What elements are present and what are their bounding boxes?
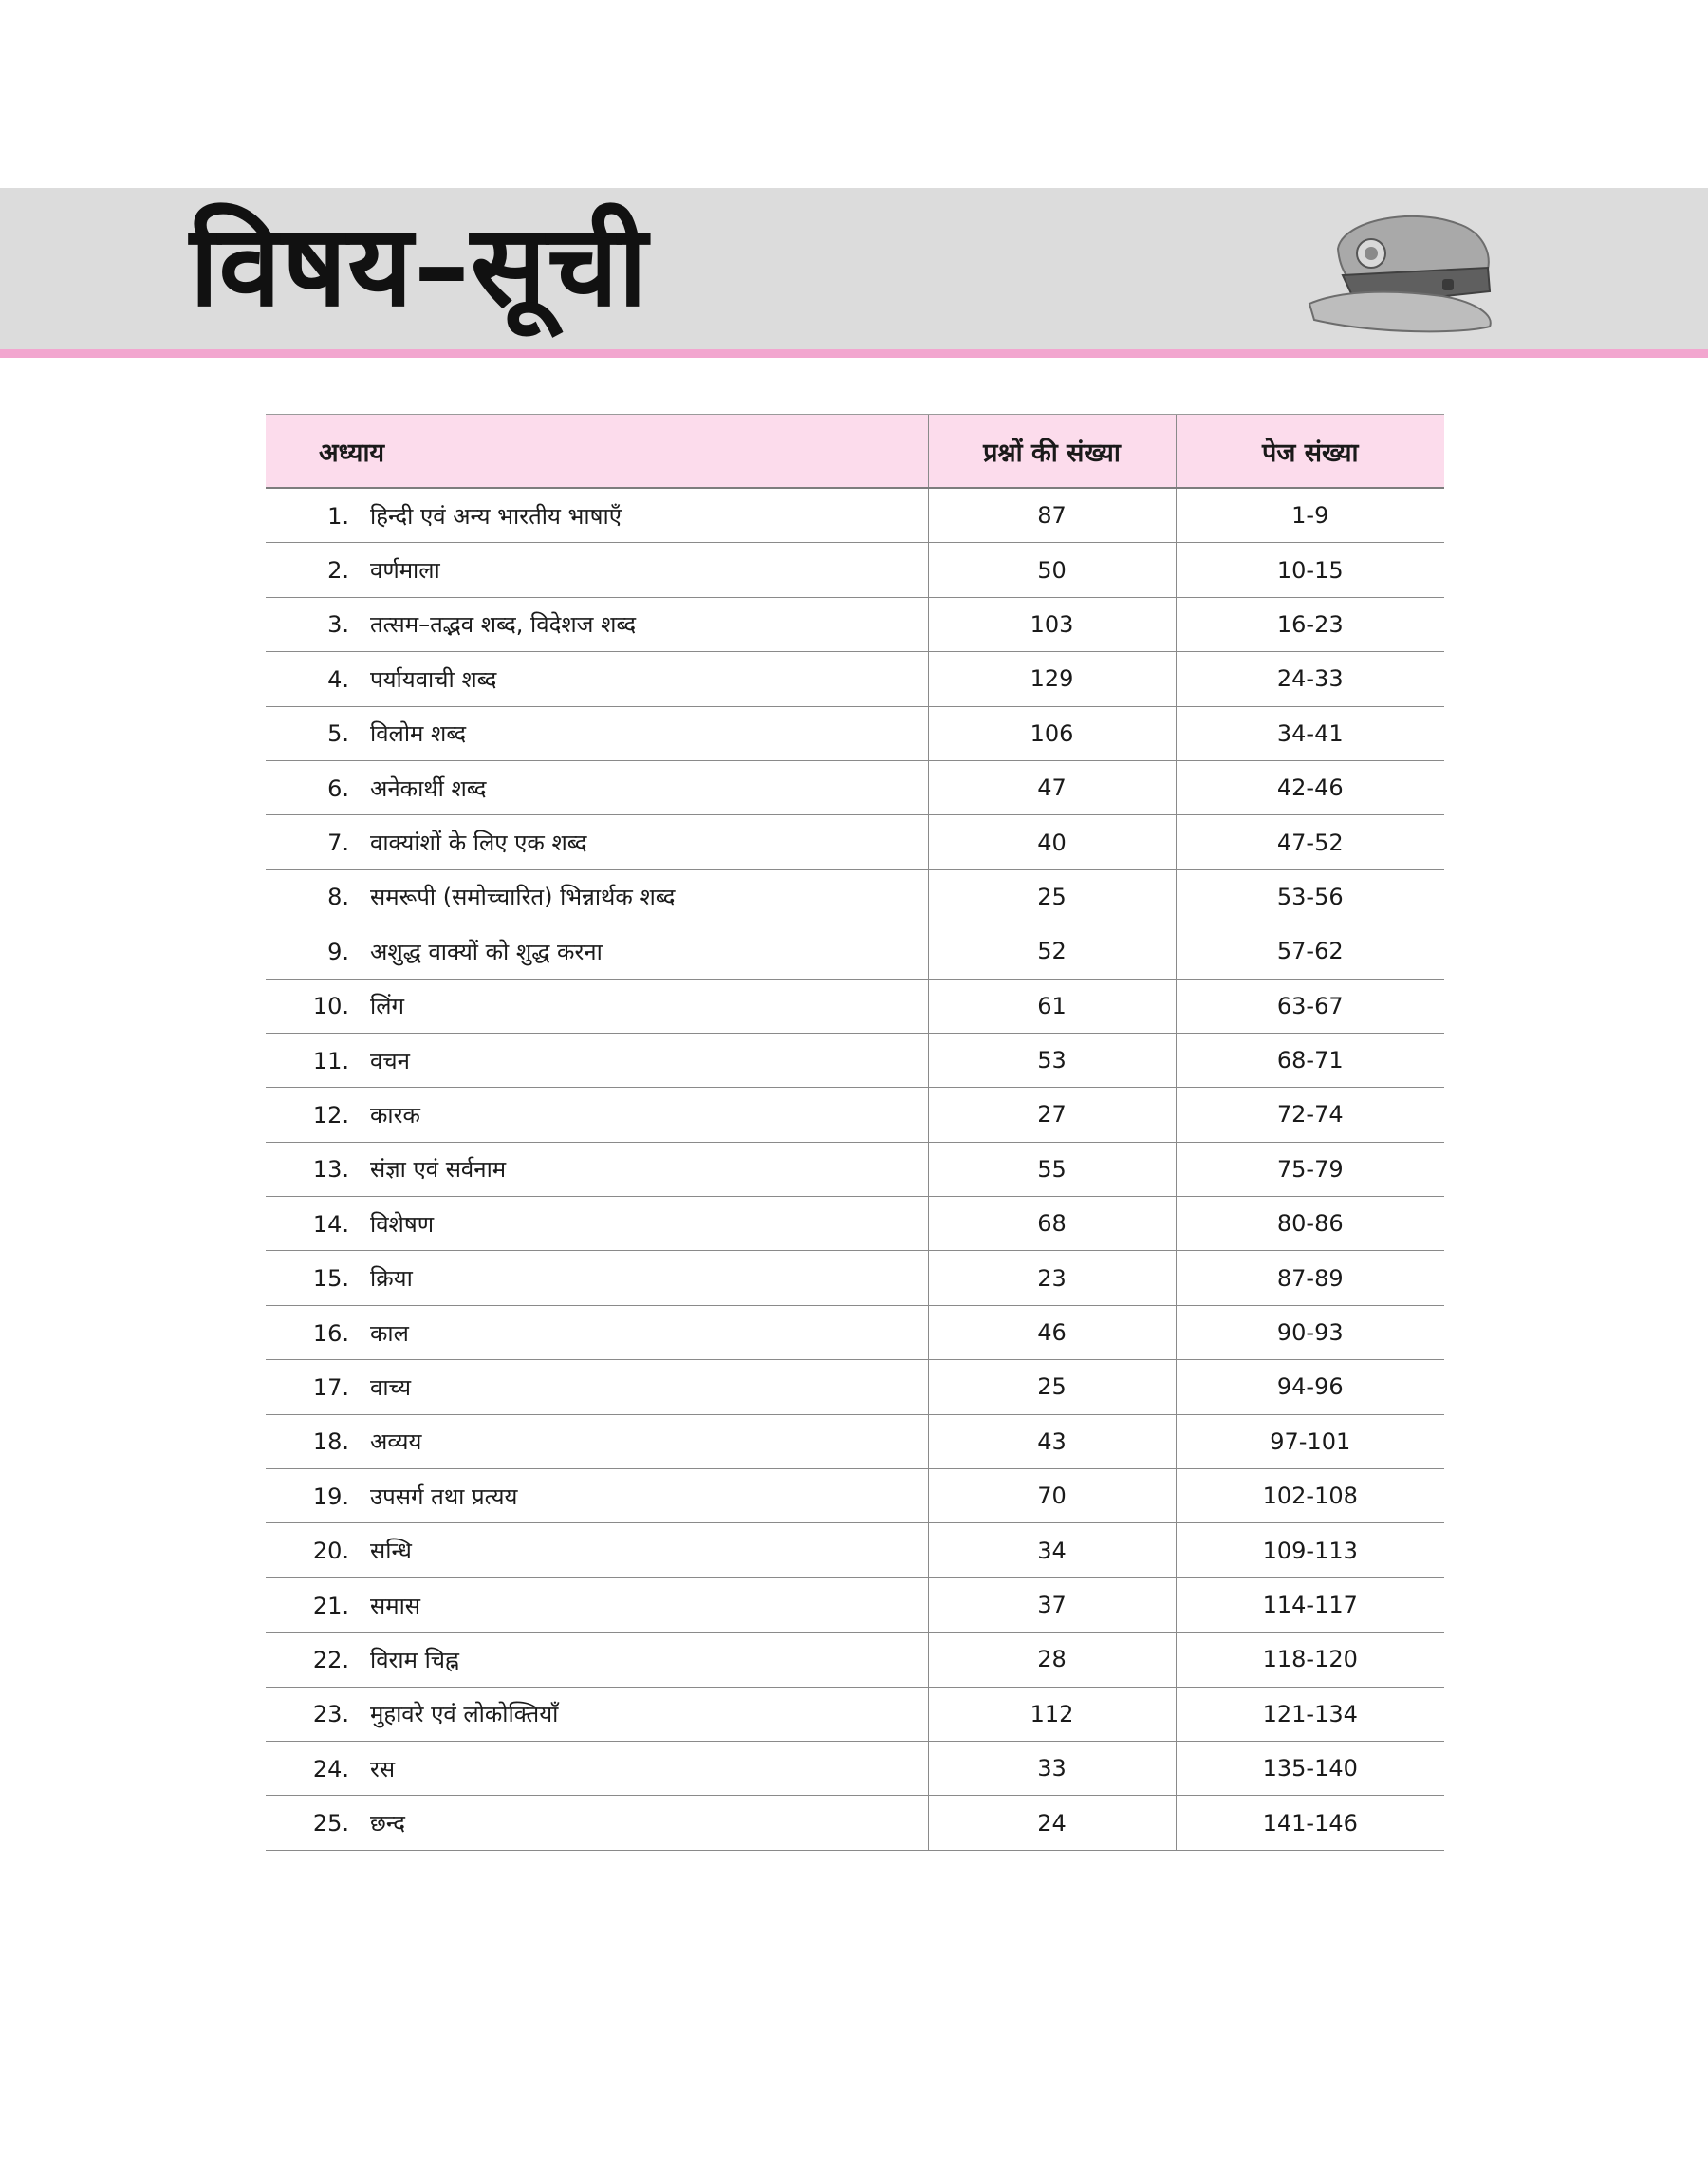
question-count: 28 [928,1633,1176,1687]
table-row [266,1088,1444,1142]
page-range: 34-41 [1176,706,1444,760]
table-row [266,760,1444,814]
chapter-cell [266,1741,928,1795]
chapter-cell [266,924,928,979]
chapter-title: विराम चिह्न [370,1646,459,1673]
chapter-cell [266,706,928,760]
chapter-title: छन्द [370,1810,405,1838]
chapter-cell [266,1142,928,1196]
table-row [266,1414,1444,1468]
header-chapter: अध्याय [266,415,928,489]
table-row [266,924,1444,979]
page-range: 68-71 [1176,1033,1444,1087]
chapter-number: 25. [312,1810,349,1838]
page-range: 10-15 [1176,543,1444,597]
question-count: 68 [928,1197,1176,1251]
page-range: 72-74 [1176,1088,1444,1142]
page-range: 135-140 [1176,1741,1444,1795]
chapter-number: 8. [327,884,349,911]
chapter-cell [266,979,928,1033]
table-row [266,1796,1444,1850]
chapter-number: 3. [327,611,349,639]
table-row [266,1142,1444,1196]
table-row [266,815,1444,869]
chapter-number: 9. [327,938,349,965]
question-count: 34 [928,1523,1176,1577]
question-count: 70 [928,1469,1176,1523]
page-range: 94-96 [1176,1360,1444,1414]
chapter-title: समास [370,1592,421,1619]
chapter-cell [266,760,928,814]
chapter-cell [266,1197,928,1251]
table-row [266,1469,1444,1523]
page-range: 42-46 [1176,760,1444,814]
chapter-title: तत्सम–तद्भव शब्द, विदेशज शब्द [370,611,637,639]
chapter-title: समरूपी (समोच्चारित) भिन्नार्थक शब्द [370,884,676,911]
chapter-title: मुहावरे एवं लोकोक्तियाँ [370,1701,559,1728]
page-range: 141-146 [1176,1796,1444,1850]
chapter-title: क्रिया [370,1265,413,1293]
chapter-cell [266,815,928,869]
table-row [266,1741,1444,1795]
page-range: 80-86 [1176,1197,1444,1251]
chapter-cell [266,1251,928,1305]
chapter-title: रस [370,1755,396,1782]
table-row [266,543,1444,597]
question-count: 37 [928,1577,1176,1632]
chapter-number: 24. [312,1755,349,1782]
police-cap-icon [1300,201,1528,344]
question-count: 33 [928,1741,1176,1795]
page-range: 121-134 [1176,1687,1444,1741]
chapter-title: वचन [370,1047,410,1074]
chapter-cell [266,1088,928,1142]
page-range: 114-117 [1176,1577,1444,1632]
chapter-number: 13. [312,1156,349,1184]
chapter-title: विलोम शब्द [370,720,467,748]
page-range: 53-56 [1176,869,1444,924]
question-count: 52 [928,924,1176,979]
table-row [266,1577,1444,1632]
question-count: 24 [928,1796,1176,1850]
header-page-number: पेज संख्या [1176,415,1444,489]
chapter-number: 1. [327,502,349,530]
chapter-title: काल [370,1319,409,1347]
question-count: 25 [928,1360,1176,1414]
table-row [266,979,1444,1033]
page-range: 47-52 [1176,815,1444,869]
page-range: 75-79 [1176,1142,1444,1196]
question-count: 103 [928,597,1176,651]
chapter-cell [266,1360,928,1414]
chapter-title: अनेकार्थी शब्द [370,774,487,802]
question-count: 50 [928,543,1176,597]
chapter-cell [266,1033,928,1087]
chapter-number: 11. [312,1047,349,1074]
chapter-cell [266,597,928,651]
chapter-number: 23. [312,1701,349,1728]
page-range: 24-33 [1176,652,1444,706]
chapter-cell [266,1796,928,1850]
page-range: 90-93 [1176,1305,1444,1359]
question-count: 53 [928,1033,1176,1087]
chapter-number: 21. [312,1592,349,1619]
question-count: 47 [928,760,1176,814]
page-range: 102-108 [1176,1469,1444,1523]
page-range: 97-101 [1176,1414,1444,1468]
chapter-title: वर्णमाला [370,557,440,585]
chapter-cell [266,652,928,706]
question-count: 112 [928,1687,1176,1741]
question-count: 27 [928,1088,1176,1142]
chapter-title: लिंग [370,993,404,1020]
page-range: 57-62 [1176,924,1444,979]
table-row [266,1360,1444,1414]
page-range: 118-120 [1176,1633,1444,1687]
question-count: 87 [928,488,1176,543]
question-count: 55 [928,1142,1176,1196]
chapter-cell [266,543,928,597]
question-count: 61 [928,979,1176,1033]
page-range: 87-89 [1176,1251,1444,1305]
chapter-title: कारक [370,1101,420,1129]
page-title: विषय–सूची [190,200,649,331]
chapter-cell [266,1687,928,1741]
chapter-cell [266,1469,928,1523]
chapter-title: संज्ञा एवं सर्वनाम [370,1156,507,1184]
chapter-title: अशुद्ध वाक्यों को शुद्ध करना [370,938,603,965]
table-row [266,1687,1444,1741]
chapter-number: 22. [312,1646,349,1673]
question-count: 46 [928,1305,1176,1359]
chapter-number: 7. [327,830,349,857]
chapter-cell [266,1577,928,1632]
table-row [266,706,1444,760]
chapter-title: विशेषण [370,1210,435,1238]
page-range: 63-67 [1176,979,1444,1033]
chapter-number: 14. [312,1210,349,1238]
page-range: 16-23 [1176,597,1444,651]
chapter-title: हिन्दी एवं अन्य भारतीय भाषाएँ [370,502,622,530]
chapter-title: उपसर्ग तथा प्रत्यय [370,1483,518,1510]
chapter-cell [266,1523,928,1577]
chapter-cell [266,1633,928,1687]
chapter-number: 10. [312,993,349,1020]
contents-table [266,414,1444,1851]
header-question-count: प्रश्नों की संख्या [928,415,1176,489]
table-row [266,488,1444,543]
table-row [266,1033,1444,1087]
chapter-title: वाच्य [370,1373,411,1401]
chapter-number: 15. [312,1265,349,1293]
table-row [266,1305,1444,1359]
chapter-number: 6. [327,774,349,802]
chapter-title: अव्यय [370,1428,422,1456]
chapter-title: वाक्यांशों के लिए एक शब्द [370,830,587,857]
table-row [266,652,1444,706]
table-row [266,869,1444,924]
chapter-title: सन्धि [370,1538,412,1565]
table-header-row [266,415,1444,489]
question-count: 40 [928,815,1176,869]
header-rule [0,349,1708,358]
question-count: 25 [928,869,1176,924]
table-row [266,1197,1444,1251]
chapter-cell [266,488,928,543]
chapter-number: 19. [312,1483,349,1510]
chapter-number: 17. [312,1373,349,1401]
page-range: 109-113 [1176,1523,1444,1577]
question-count: 129 [928,652,1176,706]
chapter-number: 16. [312,1319,349,1347]
table-row [266,1633,1444,1687]
question-count: 23 [928,1251,1176,1305]
chapter-number: 4. [327,665,349,693]
question-count: 43 [928,1414,1176,1468]
chapter-cell [266,1305,928,1359]
chapter-title: पर्यायवाची शब्द [370,665,497,693]
chapter-cell [266,869,928,924]
chapter-number: 18. [312,1428,349,1456]
chapter-number: 5. [327,720,349,748]
question-count: 106 [928,706,1176,760]
table-row [266,597,1444,651]
chapter-number: 20. [312,1538,349,1565]
page-range: 1-9 [1176,488,1444,543]
table-row [266,1523,1444,1577]
table-row [266,1251,1444,1305]
chapter-cell [266,1414,928,1468]
chapter-number: 12. [312,1101,349,1129]
chapter-number: 2. [327,557,349,585]
